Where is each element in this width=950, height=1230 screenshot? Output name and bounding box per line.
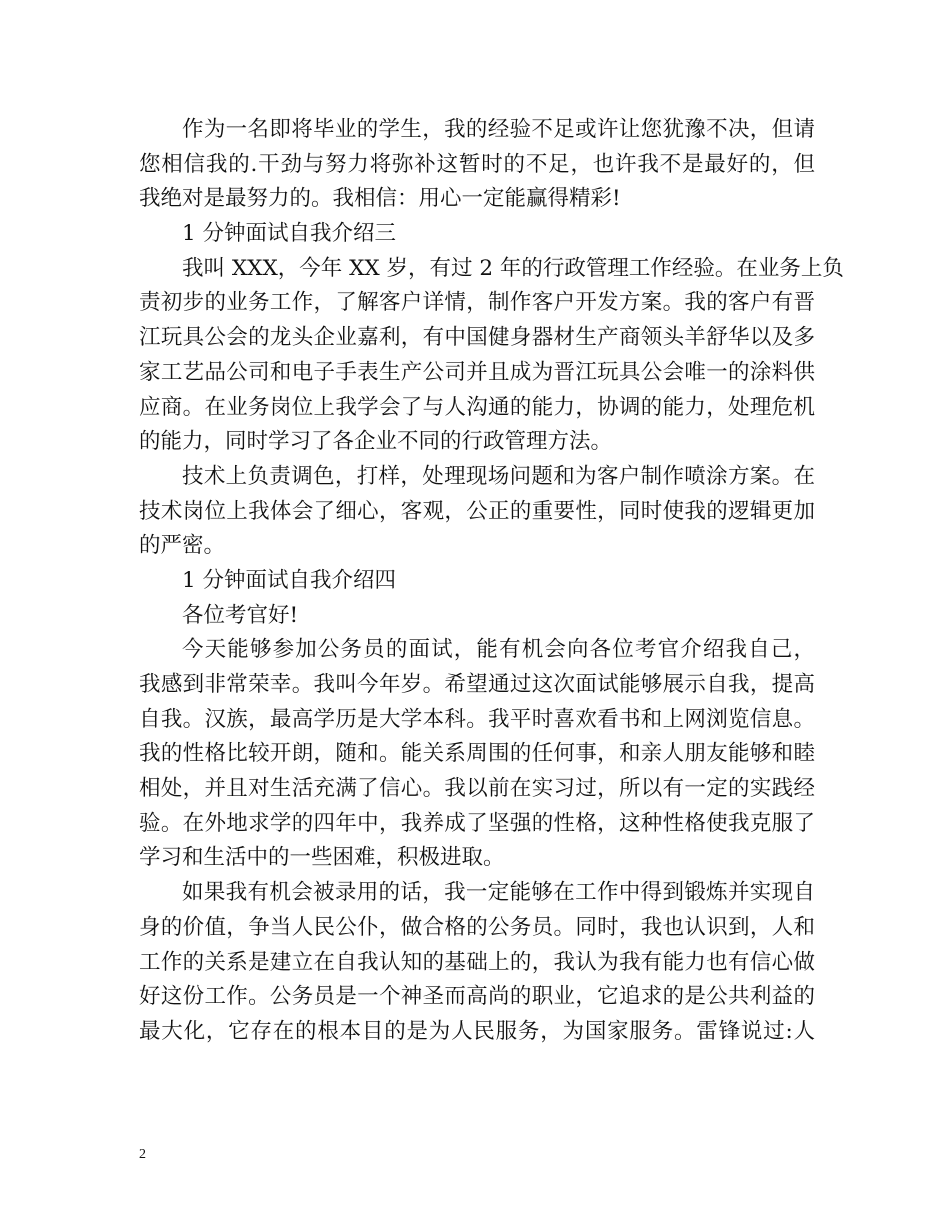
text-line: 家工艺品公司和电子手表生产公司并且成为晋江玩具公会唯一的涂料供 [139, 359, 815, 385]
text-line: 技术上负责调色，打样，处理现场问题和为客户制作喷涂方案。在 [182, 463, 815, 489]
text-line: 我感到非常荣幸。我叫今年岁。希望通过这次面试能够展示自我，提高 [139, 672, 815, 697]
text-line: 验。在外地求学的四年中，我养成了坚强的性格，这种性格使我克服了 [139, 810, 815, 836]
text-line: 最大化，它存在的根本目的是为人民服务，为国家服务。雷锋说过:人 [139, 1018, 815, 1044]
text-line: 责初步的业务工作，了解客户详情，制作客户开发方案。我的客户有晋 [139, 290, 815, 316]
text-line: 身的价值，争当人民公仆，做合格的公务员。同时，我也认识到，人和 [139, 914, 815, 940]
text-line: 应商。在业务岗位上我学会了与人沟通的能力，协调的能力，处理危机 [139, 394, 815, 420]
text-line: 好这份工作。公务员是一个神圣而高尚的职业，它追求的是公共利益的 [139, 984, 815, 1010]
text-line: 的能力，同时学习了各企业不同的行政管理方法。 [139, 429, 613, 455]
text-line: 作为一名即将毕业的学生，我的经验不足或许让您犹豫不决，但请 [182, 117, 815, 142]
text-line: 各位考官好! [182, 602, 299, 628]
text-line: 江玩具公会的龙头企业嘉利，有中国健身器材生产商领头羊舒华以及多 [139, 325, 815, 351]
text-line: 我叫 XXX，今年 XX 岁，有过 2 年的行政管理工作经验。在业务上负 [182, 255, 844, 281]
text-line: 工作的关系是建立在自我认知的基础上的，我认为我有能力也有信心做 [139, 949, 815, 975]
text-line: 今天能够参加公务员的面试，能有机会向各位考官介绍我自己， [182, 637, 815, 663]
document-body [139, 113, 844, 1050]
text-line: 我的性格比较开朗，随和。能关系周围的任何事，和亲人朋友能够和睦 [139, 741, 815, 767]
text-line: 自我。汉族，最高学历是大学本科。我平时喜欢看书和上网浏览信息。 [139, 706, 815, 732]
page-number: 2 [139, 1147, 146, 1162]
text-line: 如果我有机会被录用的话，我一定能够在工作中得到锻炼并实现自 [182, 880, 815, 906]
text-line: 相处，并且对生活充满了信心。我以前在实习过，所以有一定的实践经 [139, 776, 815, 802]
text-line: 技术岗位上我体会了细心，客观，公正的重要性，同时使我的逻辑更加 [139, 498, 815, 524]
section-heading: 1 分钟面试自我介绍三 [182, 221, 397, 247]
text-line: 您相信我的.干劲与努力将弥补这暂时的不足，也许我不是最好的，但 [139, 151, 815, 177]
text-line: 的严密。 [139, 533, 226, 559]
text-line: 我绝对是最努力的。我相信：用心一定能赢得精彩! [139, 186, 621, 212]
section-heading: 1 分钟面试自我介绍四 [182, 567, 397, 593]
text-line: 学习和生活中的一些困难，积极进取。 [139, 845, 505, 871]
